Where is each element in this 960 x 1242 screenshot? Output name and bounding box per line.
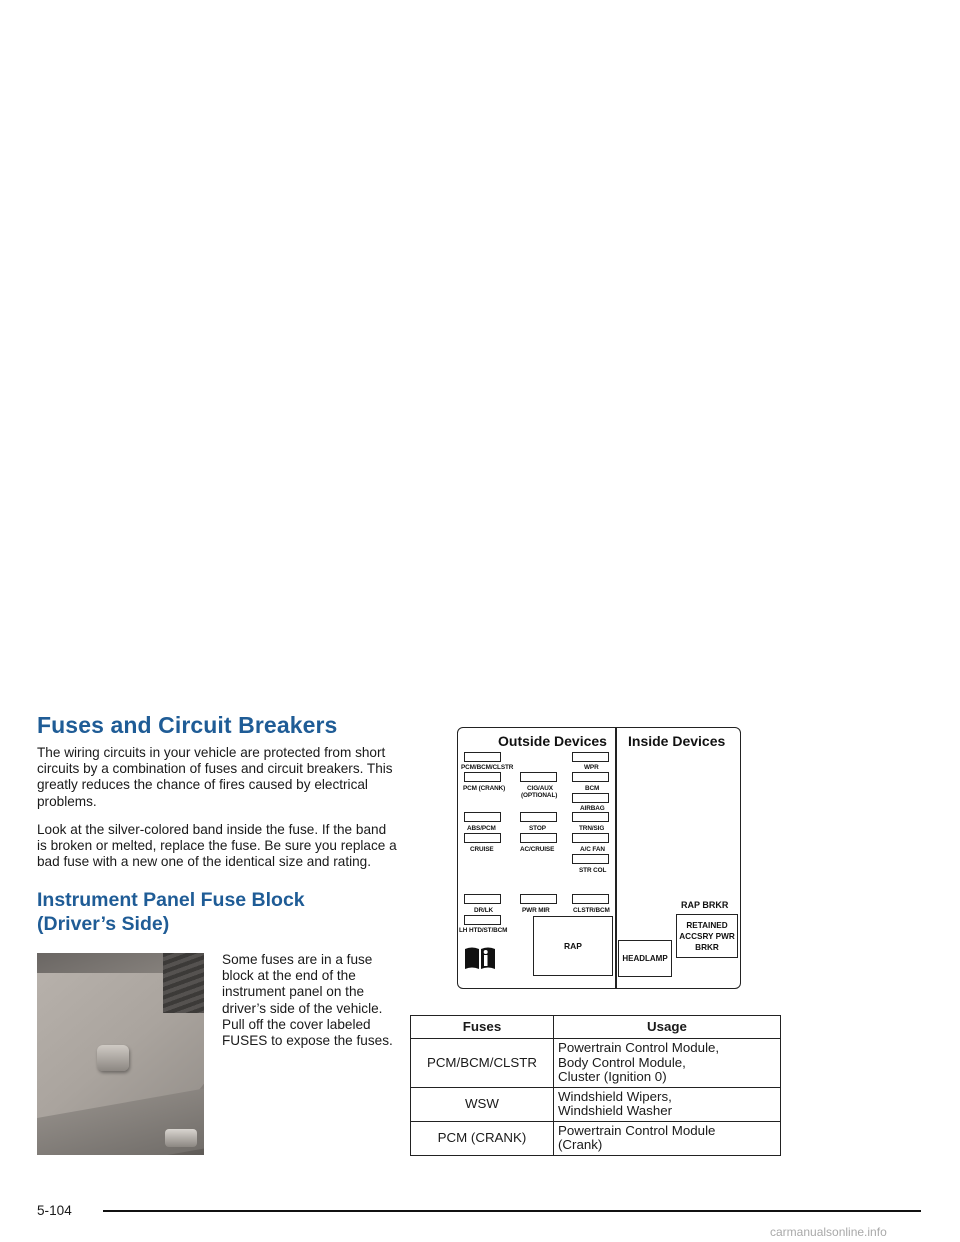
fuse-label: ABS/PCM xyxy=(467,825,496,832)
fuse-cell: PCM/BCM/CLSTR xyxy=(411,1039,554,1088)
table-row xyxy=(411,1039,781,1088)
fuse-label: PCM (CRANK) xyxy=(463,785,506,792)
fuse-slot xyxy=(464,752,501,762)
fuse-label: CLSTR/BCM xyxy=(573,907,610,914)
fuse-block-diagram xyxy=(457,727,741,989)
outside-devices-heading: Outside Devices xyxy=(498,733,607,749)
fuse-usage-table xyxy=(410,1015,781,1156)
page-number: 5-104 xyxy=(37,1203,72,1218)
inside-devices-heading: Inside Devices xyxy=(628,733,726,749)
fuse-slot xyxy=(464,915,501,925)
fuse-slot xyxy=(572,772,609,782)
fuse-label: DR/LK xyxy=(474,907,494,914)
fuse-label: STR COL xyxy=(579,867,607,874)
table-header-row xyxy=(411,1016,781,1039)
fuse-slot xyxy=(520,894,557,904)
footer-rule xyxy=(103,1210,921,1212)
fuse-block-photo xyxy=(37,953,204,1155)
fuse-slot xyxy=(464,812,501,822)
fuse-slot xyxy=(572,894,609,904)
watermark: carmanualsonline.info xyxy=(770,1225,887,1239)
fuse-label: STOP xyxy=(529,825,546,832)
usage-cell: Powertrain Control Module (Crank) xyxy=(554,1121,781,1155)
fuse-label: AIRBAG xyxy=(580,805,605,812)
table-row xyxy=(411,1121,781,1155)
rap-relay: RAP xyxy=(533,916,613,976)
fuse-label: CRUISE xyxy=(470,846,494,853)
fuse-cell: PCM (CRANK) xyxy=(411,1121,554,1155)
fuse-slot xyxy=(572,793,609,803)
fuse-block-description: Some fuses are in a fuse block at the end of the instrument panel on the driver’s side of the vehicle. Pull off the cover labeled FUSES to expose the fuses. xyxy=(222,952,393,1049)
usage-cell: Windshield Wipers, Windshield Washer xyxy=(554,1087,781,1121)
fuse-label: A/C FAN xyxy=(580,846,605,853)
fuse-label: BCM xyxy=(585,785,600,792)
fuse-slot xyxy=(572,833,609,843)
fuse-label: PWR MIR xyxy=(522,907,550,914)
headlamp-relay: HEADLAMP xyxy=(618,940,672,977)
owner-manual-icon xyxy=(463,945,497,971)
fuse-label: LH HTD/ST/BCM xyxy=(459,927,508,934)
section-title: Fuses and Circuit Breakers xyxy=(37,712,338,738)
fuse-label: (OPTIONAL) xyxy=(521,792,558,799)
column-header-fuses: Fuses xyxy=(411,1016,554,1039)
fuse-label: AC/CRUISE xyxy=(520,846,555,853)
fuse-label: TRN/SIG xyxy=(579,825,605,832)
fuse-label: CIG/AUX xyxy=(527,785,553,792)
fuse-check-paragraph: Look at the silver-colored band inside the fuse. If the band is broken or melted, replace the fuse. Be sure you replace a bad fuse with a new one of the identical size and rating. xyxy=(37,822,397,870)
fuse-slot xyxy=(464,772,501,782)
fuse-label: PCM/BCM/CLSTR xyxy=(461,764,514,771)
rap-brkr-label: RAP BRKR xyxy=(681,900,729,910)
column-header-usage: Usage xyxy=(554,1016,781,1039)
fuse-cell: WSW xyxy=(411,1087,554,1121)
diagram-divider xyxy=(615,728,617,988)
fuse-slot xyxy=(464,894,501,904)
intro-paragraph: The wiring circuits in your vehicle are protected from short circuits by a combination of fuses and circuit breakers. This greatly reduces the chance of fires caused by electrical problems. xyxy=(37,745,393,809)
subsection-title: Instrument Panel Fuse Block (Driver’s Side) xyxy=(37,889,305,935)
fuse-label: WPR xyxy=(584,764,599,771)
table-row xyxy=(411,1087,781,1121)
fuse-slot xyxy=(572,752,609,762)
fuse-slot xyxy=(572,854,609,864)
fuse-slot xyxy=(520,772,557,782)
fuse-slot xyxy=(520,833,557,843)
usage-cell: Powertrain Control Module, Body Control Module, Cluster (Ignition 0) xyxy=(554,1039,781,1088)
fuse-slot xyxy=(572,812,609,822)
fuse-slot xyxy=(520,812,557,822)
retained-accessory-breaker: RETAINED ACCSRY PWR BRKR xyxy=(676,914,738,958)
fuse-slot xyxy=(464,833,501,843)
